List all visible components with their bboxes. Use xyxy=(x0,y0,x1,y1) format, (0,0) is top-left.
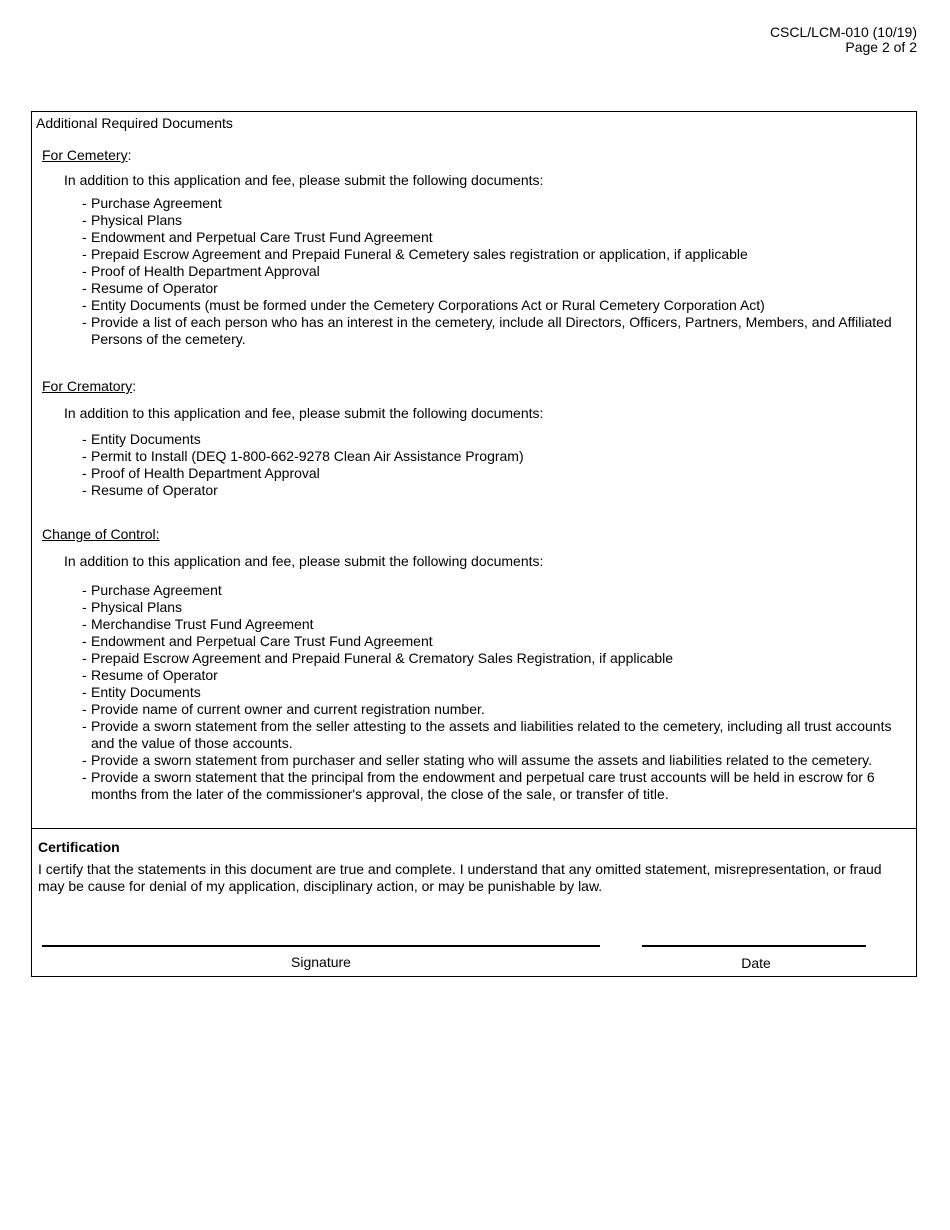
required-documents-box xyxy=(31,111,917,977)
page-number: Page 2 of 2 xyxy=(845,39,917,55)
change-of-control-intro: In addition to this application and fee, please submit the following documents: xyxy=(64,553,544,569)
certification-title: Certification xyxy=(38,839,120,855)
crematory-intro: In addition to this application and fee, please submit the following documents: xyxy=(64,405,544,421)
document-list-item: - Provide a list of each person who has an interest in the cemetery, include all Directors, Officers, Partners, Members, and Affiliated Persons of the cemetery. xyxy=(82,314,894,348)
document-list-item: - Entity Documents (must be formed under the Cemetery Corporations Act or Rural Cemetery Corporation Act) xyxy=(82,297,894,314)
document-list-item: - Resume of Operator xyxy=(82,482,894,499)
date-line[interactable] xyxy=(642,945,866,947)
certification-statement: I certify that the statements in this document are true and complete. I understand that any omitted statement, misrepresentation, or fraud may be cause for denial of my application, disciplinary action, or may be punishable by law. xyxy=(38,861,882,894)
document-list-item: - Entity Documents xyxy=(82,684,894,701)
document-list-item: - Permit to Install (DEQ 1-800-662-9278 Clean Air Assistance Program) xyxy=(82,448,894,465)
crematory-document-list xyxy=(82,431,894,499)
crematory-heading: For Crematory: xyxy=(42,378,137,394)
document-list-item: - Prepaid Escrow Agreement and Prepaid Funeral & Cemetery sales registration or application, if applicable xyxy=(82,246,894,263)
document-list-item: - Endowment and Perpetual Care Trust Fund Agreement xyxy=(82,633,894,650)
cemetery-intro: In addition to this application and fee, please submit the following documents: xyxy=(64,172,544,188)
document-list-item: - Endowment and Perpetual Care Trust Fund Agreement xyxy=(82,229,894,246)
document-list-item: - Provide a sworn statement from purchaser and seller stating who will assume the assets and liabilities related to the cemetery. xyxy=(82,752,894,769)
document-list-item: - Physical Plans xyxy=(82,212,894,229)
change-of-control-heading: Change of Control: xyxy=(42,526,160,542)
document-list-item: - Prepaid Escrow Agreement and Prepaid Funeral & Crematory Sales Registration, if applicable xyxy=(82,650,894,667)
document-list-item: - Proof of Health Department Approval xyxy=(82,263,894,280)
certification-section xyxy=(32,828,916,976)
document-list-item: - Purchase Agreement xyxy=(82,582,894,599)
date-label: Date xyxy=(741,955,771,971)
change-of-control-document-list xyxy=(82,582,894,803)
document-list-item: - Provide a sworn statement that the principal from the endowment and perpetual care trust accounts will be held in escrow for 6 months from the later of the commissioner's approval, the close of the sale, or transfer of title. xyxy=(82,769,894,803)
document-list-item: - Proof of Health Department Approval xyxy=(82,465,894,482)
document-list-item: - Physical Plans xyxy=(82,599,894,616)
signature-line[interactable] xyxy=(42,945,600,947)
document-list-item: - Entity Documents xyxy=(82,431,894,448)
document-list-item: - Provide a sworn statement from the seller attesting to the assets and liabilities related to the cemetery, including all trust accounts and the value of those accounts. xyxy=(82,718,894,752)
form-code: CSCL/LCM-010 (10/19) xyxy=(769,24,917,40)
document-list-item: - Resume of Operator xyxy=(82,667,894,684)
document-list-item: - Merchandise Trust Fund Agreement xyxy=(82,616,894,633)
document-list-item: - Resume of Operator xyxy=(82,280,894,297)
signature-label: Signature xyxy=(291,954,351,970)
document-list-item: - Provide name of current owner and current registration number. xyxy=(82,701,894,718)
cemetery-document-list xyxy=(82,195,894,348)
form-header xyxy=(770,25,917,55)
cemetery-heading: For Cemetery: xyxy=(42,147,132,163)
section-title: Additional Required Documents xyxy=(36,115,233,131)
document-list-item: - Purchase Agreement xyxy=(82,195,894,212)
